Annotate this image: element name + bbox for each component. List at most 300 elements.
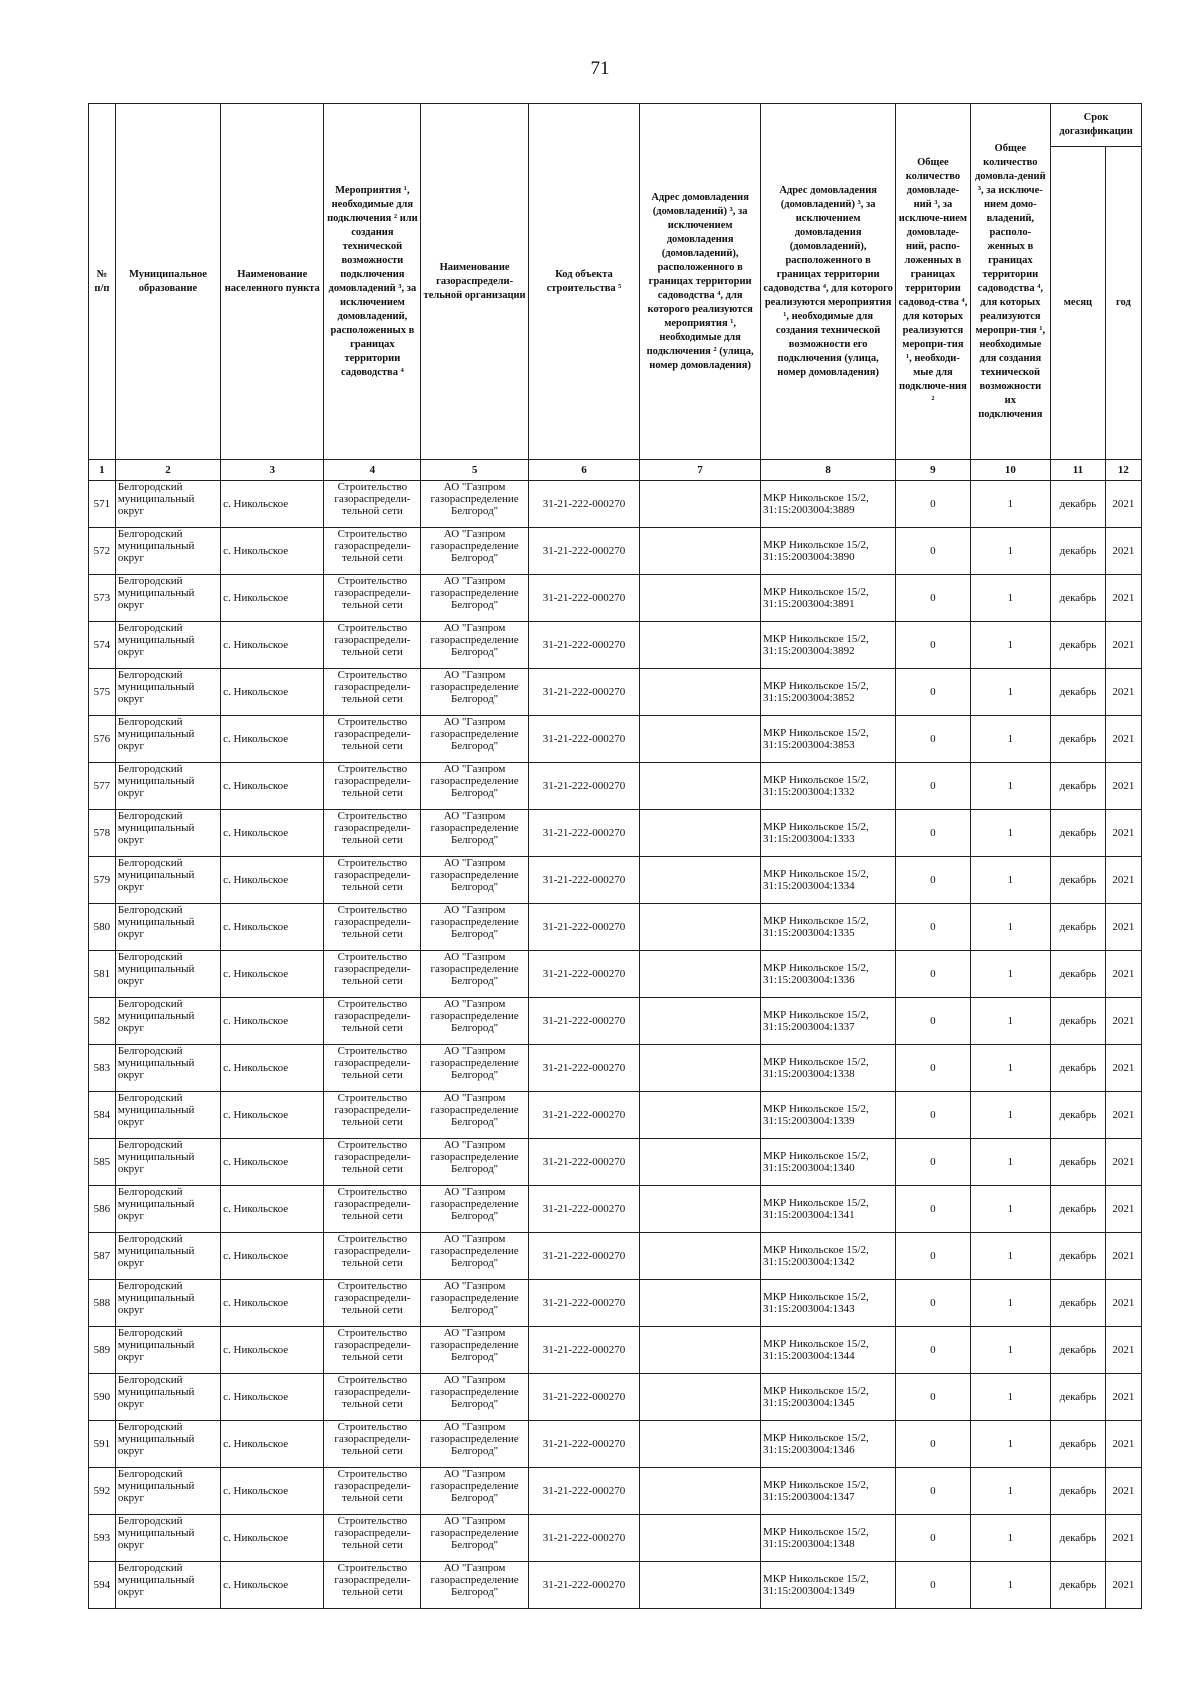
table-row	[89, 575, 1142, 622]
cell-line: тельной сети	[341, 1304, 403, 1316]
measure-cell	[324, 810, 421, 857]
cell-line: муниципальный	[117, 1433, 195, 1445]
month-cell: декабрь	[1051, 763, 1106, 810]
measure-cell	[324, 1327, 421, 1374]
count-connect-cell: 0	[896, 904, 970, 951]
measure-cell	[324, 1562, 421, 1609]
cell-line: АО "Газпром	[443, 1421, 506, 1433]
gas-org-cell	[421, 669, 528, 716]
cell-line: Белгородский	[117, 1045, 183, 1057]
row-number: 584	[89, 1092, 116, 1139]
cell-line: АО "Газпром	[443, 1233, 506, 1245]
cell-line: округ	[117, 975, 145, 987]
cell-line: округ	[117, 1116, 145, 1128]
address-excl-cell	[640, 528, 761, 575]
cell-line: Белгородский	[117, 1233, 183, 1245]
address-street: МКР Никольское 15/2,	[763, 1197, 869, 1209]
cell-line: Строительство	[337, 669, 408, 681]
table-row	[89, 1562, 1142, 1609]
address-excl-cell	[640, 1515, 761, 1562]
cell-line: округ	[117, 552, 145, 564]
table-row	[89, 1374, 1142, 1421]
object-code-cell: 31-21-222-000270	[528, 528, 639, 575]
cell-line: округ	[117, 1398, 145, 1410]
gas-org-cell	[421, 1421, 528, 1468]
year-cell: 2021	[1105, 1045, 1141, 1092]
cell-line: АО "Газпром	[443, 1374, 506, 1386]
year-cell: 2021	[1105, 1280, 1141, 1327]
cell-line: Строительство	[337, 1233, 408, 1245]
address-street: МКР Никольское 15/2,	[763, 1385, 869, 1397]
cell-line: Белгород"	[450, 975, 499, 987]
year-cell: 2021	[1105, 716, 1141, 763]
address-cadastral: 31:15:2003004:3892	[763, 645, 855, 657]
address-cadastral: 31:15:2003004:1349	[763, 1585, 855, 1597]
settlement-cell: с. Никольское	[221, 528, 324, 575]
cell-line: тельной сети	[341, 1398, 403, 1410]
col-number: 6	[528, 460, 639, 481]
header-measures: Мероприятия ¹, необходимые для подключения ² или создания технической возможности подключения домовладений ³, за исключением домовладений, расположенных в границах территории садоводства ⁴	[324, 104, 421, 460]
settlement-cell: с. Никольское	[221, 1045, 324, 1092]
settlement-cell: с. Никольское	[221, 716, 324, 763]
address-cell	[761, 481, 896, 528]
count-connect-cell: 0	[896, 857, 970, 904]
measure-cell	[324, 904, 421, 951]
gas-org-cell	[421, 1327, 528, 1374]
cell-line: газораспределение	[430, 963, 519, 975]
measure-cell	[324, 669, 421, 716]
municipality-cell	[115, 1327, 220, 1374]
measure-cell	[324, 1515, 421, 1562]
measure-cell	[324, 1280, 421, 1327]
gas-org-cell	[421, 763, 528, 810]
settlement-cell: с. Никольское	[221, 481, 324, 528]
cell-line: муниципальный	[117, 1057, 195, 1069]
address-cadastral: 31:15:2003004:1337	[763, 1021, 855, 1033]
cell-line: Белгородский	[117, 1280, 183, 1292]
count-capability-cell: 1	[970, 1045, 1051, 1092]
count-connect-cell: 0	[896, 810, 970, 857]
object-code-cell: 31-21-222-000270	[528, 575, 639, 622]
cell-line: тельной сети	[341, 1445, 403, 1457]
address-cell	[761, 622, 896, 669]
cell-line: АО "Газпром	[443, 528, 506, 540]
address-excl-cell	[640, 1139, 761, 1186]
cell-line: муниципальный	[117, 1386, 195, 1398]
cell-line: газораспределение	[430, 822, 519, 834]
address-cell	[761, 763, 896, 810]
cell-line: АО "Газпром	[443, 669, 506, 681]
settlement-cell: с. Никольское	[221, 1468, 324, 1515]
cell-line: округ	[117, 646, 145, 658]
address-excl-cell	[640, 1233, 761, 1280]
address-street: МКР Никольское 15/2,	[763, 1479, 869, 1491]
address-cell	[761, 951, 896, 998]
cell-line: муниципальный	[117, 1010, 195, 1022]
cell-line: Белгород"	[450, 1398, 499, 1410]
cell-line: Белгород"	[450, 787, 499, 799]
object-code-cell: 31-21-222-000270	[528, 1515, 639, 1562]
measure-cell	[324, 575, 421, 622]
cell-line: Белгород"	[450, 1351, 499, 1363]
address-street: МКР Никольское 15/2,	[763, 1291, 869, 1303]
cell-line: муниципальный	[117, 587, 195, 599]
address-street: МКР Никольское 15/2,	[763, 774, 869, 786]
table-row	[89, 716, 1142, 763]
year-cell: 2021	[1105, 1139, 1141, 1186]
header-settlement: Наименование населенного пункта	[221, 104, 324, 460]
row-number: 574	[89, 622, 116, 669]
cell-line: Строительство	[337, 998, 408, 1010]
cell-line: тельной сети	[341, 1069, 403, 1081]
year-cell: 2021	[1105, 1562, 1141, 1609]
cell-line: муниципальный	[117, 916, 195, 928]
cell-line: Строительство	[337, 904, 408, 916]
address-cell	[761, 716, 896, 763]
cell-line: муниципальный	[117, 963, 195, 975]
cell-line: Белгород"	[450, 1069, 499, 1081]
object-code-cell: 31-21-222-000270	[528, 1327, 639, 1374]
table-row	[89, 1280, 1142, 1327]
cell-line: Строительство	[337, 528, 408, 540]
gasification-table	[88, 103, 1142, 1609]
object-code-cell: 31-21-222-000270	[528, 763, 639, 810]
address-street: МКР Никольское 15/2,	[763, 586, 869, 598]
cell-line: тельной сети	[341, 599, 403, 611]
cell-line: Строительство	[337, 1562, 408, 1574]
count-connect-cell: 0	[896, 1280, 970, 1327]
row-number: 582	[89, 998, 116, 1045]
cell-line: АО "Газпром	[443, 1327, 506, 1339]
cell-line: Строительство	[337, 1374, 408, 1386]
address-cell	[761, 810, 896, 857]
measure-cell	[324, 716, 421, 763]
object-code-cell: 31-21-222-000270	[528, 951, 639, 998]
address-cell	[761, 904, 896, 951]
address-cadastral: 31:15:2003004:1347	[763, 1491, 855, 1503]
settlement-cell: с. Никольское	[221, 763, 324, 810]
cell-line: Белгородский	[117, 763, 183, 775]
cell-line: газораспредели-	[334, 1574, 411, 1586]
cell-line: Белгородский	[117, 528, 183, 540]
header-address-excl: Адрес домовладения (домовладений) ³, за исключением домовладения (домовладений), расположенного в границах территории садоводства ⁴, для которого реализуются мероприятия ¹, необходимые для подключения ² (улица, номер домовладения)	[640, 104, 761, 460]
cell-line: газораспредели-	[334, 1245, 411, 1257]
cell-line: округ	[117, 599, 145, 611]
settlement-cell: с. Никольское	[221, 904, 324, 951]
cell-line: Белгород"	[450, 552, 499, 564]
cell-line: муниципальный	[117, 775, 195, 787]
gas-org-cell	[421, 1562, 528, 1609]
address-excl-cell	[640, 1092, 761, 1139]
count-connect-cell: 0	[896, 716, 970, 763]
settlement-cell: с. Никольское	[221, 1515, 324, 1562]
address-cell	[761, 1327, 896, 1374]
cell-line: округ	[117, 1163, 145, 1175]
cell-line: Белгород"	[450, 1492, 499, 1504]
address-cell	[761, 528, 896, 575]
cell-line: газораспредели-	[334, 822, 411, 834]
year-cell: 2021	[1105, 998, 1141, 1045]
cell-line: округ	[117, 1445, 145, 1457]
address-cell	[761, 1280, 896, 1327]
cell-line: газораспределение	[430, 775, 519, 787]
cell-line: газораспредели-	[334, 1198, 411, 1210]
cell-line: Белгородский	[117, 716, 183, 728]
address-street: МКР Никольское 15/2,	[763, 1573, 869, 1585]
cell-line: газораспределение	[430, 869, 519, 881]
cell-line: АО "Газпром	[443, 810, 506, 822]
measure-cell	[324, 998, 421, 1045]
table-row	[89, 1045, 1142, 1092]
cell-line: АО "Газпром	[443, 1092, 506, 1104]
address-street: МКР Никольское 15/2,	[763, 1150, 869, 1162]
year-cell: 2021	[1105, 622, 1141, 669]
settlement-cell: с. Никольское	[221, 1562, 324, 1609]
cell-line: газораспредели-	[334, 634, 411, 646]
address-cell	[761, 1139, 896, 1186]
year-cell: 2021	[1105, 810, 1141, 857]
count-capability-cell: 1	[970, 857, 1051, 904]
address-street: МКР Никольское 15/2,	[763, 680, 869, 692]
address-excl-cell	[640, 763, 761, 810]
cell-line: газораспредели-	[334, 1386, 411, 1398]
cell-line: газораспределение	[430, 1151, 519, 1163]
cell-line: Белгородский	[117, 1374, 183, 1386]
header-municipality: Муниципальное образование	[115, 104, 220, 460]
table-row	[89, 763, 1142, 810]
measure-cell	[324, 1186, 421, 1233]
measure-cell	[324, 1045, 421, 1092]
measure-cell	[324, 763, 421, 810]
col-number: 9	[896, 460, 970, 481]
cell-line: муниципальный	[117, 1480, 195, 1492]
address-cadastral: 31:15:2003004:1334	[763, 880, 855, 892]
cell-line: тельной сети	[341, 505, 403, 517]
measure-cell	[324, 481, 421, 528]
address-excl-cell	[640, 716, 761, 763]
row-number: 591	[89, 1421, 116, 1468]
cell-line: округ	[117, 834, 145, 846]
cell-line: Белгородский	[117, 998, 183, 1010]
cell-line: Строительство	[337, 951, 408, 963]
cell-line: Белгород"	[450, 1304, 499, 1316]
row-number: 593	[89, 1515, 116, 1562]
address-excl-cell	[640, 810, 761, 857]
object-code-cell: 31-21-222-000270	[528, 669, 639, 716]
month-cell: декабрь	[1051, 1280, 1106, 1327]
address-excl-cell	[640, 951, 761, 998]
gas-org-cell	[421, 481, 528, 528]
gas-org-cell	[421, 951, 528, 998]
address-cadastral: 31:15:2003004:3890	[763, 551, 855, 563]
cell-line: газораспределение	[430, 1057, 519, 1069]
cell-line: округ	[117, 1304, 145, 1316]
cell-line: Белгород"	[450, 1163, 499, 1175]
cell-line: муниципальный	[117, 1245, 195, 1257]
row-number: 576	[89, 716, 116, 763]
col-number: 1	[89, 460, 116, 481]
cell-line: муниципальный	[117, 1198, 195, 1210]
cell-line: газораспределение	[430, 728, 519, 740]
month-cell: декабрь	[1051, 622, 1106, 669]
municipality-cell	[115, 763, 220, 810]
object-code-cell: 31-21-222-000270	[528, 716, 639, 763]
object-code-cell: 31-21-222-000270	[528, 1092, 639, 1139]
table-row	[89, 1468, 1142, 1515]
count-capability-cell: 1	[970, 1233, 1051, 1280]
cell-line: АО "Газпром	[443, 716, 506, 728]
count-connect-cell: 0	[896, 1421, 970, 1468]
cell-line: муниципальный	[117, 822, 195, 834]
cell-line: Строительство	[337, 763, 408, 775]
address-cadastral: 31:15:2003004:3891	[763, 598, 855, 610]
settlement-cell: с. Никольское	[221, 1186, 324, 1233]
object-code-cell: 31-21-222-000270	[528, 1374, 639, 1421]
cell-line: АО "Газпром	[443, 575, 506, 587]
gas-org-cell	[421, 1374, 528, 1421]
count-connect-cell: 0	[896, 763, 970, 810]
cell-line: муниципальный	[117, 869, 195, 881]
count-connect-cell: 0	[896, 528, 970, 575]
year-cell: 2021	[1105, 528, 1141, 575]
cell-line: муниципальный	[117, 1527, 195, 1539]
month-cell: декабрь	[1051, 1515, 1106, 1562]
municipality-cell	[115, 904, 220, 951]
count-connect-cell: 0	[896, 669, 970, 716]
address-cell	[761, 1421, 896, 1468]
col-number: 2	[115, 460, 220, 481]
cell-line: АО "Газпром	[443, 622, 506, 634]
measure-cell	[324, 1374, 421, 1421]
count-capability-cell: 1	[970, 1139, 1051, 1186]
cell-line: АО "Газпром	[443, 951, 506, 963]
measure-cell	[324, 951, 421, 998]
cell-line: Строительство	[337, 857, 408, 869]
cell-line: округ	[117, 787, 145, 799]
month-cell: декабрь	[1051, 1421, 1106, 1468]
cell-line: газораспределение	[430, 1010, 519, 1022]
municipality-cell	[115, 1374, 220, 1421]
row-number: 578	[89, 810, 116, 857]
row-number: 588	[89, 1280, 116, 1327]
cell-line: газораспределение	[430, 1339, 519, 1351]
header-gas-org: Наименование газораспредели-тельной организации	[421, 104, 528, 460]
col-number: 4	[324, 460, 421, 481]
address-street: МКР Никольское 15/2,	[763, 1338, 869, 1350]
measure-cell	[324, 1139, 421, 1186]
cell-line: Белгород"	[450, 1539, 499, 1551]
cell-line: Строительство	[337, 1515, 408, 1527]
gas-org-cell	[421, 1280, 528, 1327]
cell-line: тельной сети	[341, 740, 403, 752]
address-excl-cell	[640, 622, 761, 669]
address-cell	[761, 857, 896, 904]
row-number: 581	[89, 951, 116, 998]
month-cell: декабрь	[1051, 1045, 1106, 1092]
month-cell: декабрь	[1051, 669, 1106, 716]
cell-line: муниципальный	[117, 681, 195, 693]
count-connect-cell: 0	[896, 1562, 970, 1609]
cell-line: газораспределение	[430, 1386, 519, 1398]
cell-line: тельной сети	[341, 1586, 403, 1598]
cell-line: газораспредели-	[334, 1104, 411, 1116]
address-cell	[761, 1186, 896, 1233]
month-cell: декабрь	[1051, 998, 1106, 1045]
address-excl-cell	[640, 998, 761, 1045]
cell-line: Белгород"	[450, 1210, 499, 1222]
cell-line: округ	[117, 505, 145, 517]
address-street: МКР Никольское 15/2,	[763, 868, 869, 880]
address-cadastral: 31:15:2003004:1342	[763, 1256, 855, 1268]
cell-line: газораспредели-	[334, 681, 411, 693]
cell-line: тельной сети	[341, 552, 403, 564]
count-capability-cell: 1	[970, 951, 1051, 998]
cell-line: Строительство	[337, 1186, 408, 1198]
address-cell	[761, 575, 896, 622]
address-excl-cell	[640, 1327, 761, 1374]
count-connect-cell: 0	[896, 1092, 970, 1139]
count-capability-cell: 1	[970, 1374, 1051, 1421]
settlement-cell: с. Никольское	[221, 998, 324, 1045]
year-cell: 2021	[1105, 1186, 1141, 1233]
year-cell: 2021	[1105, 1092, 1141, 1139]
row-number: 575	[89, 669, 116, 716]
col-number: 10	[970, 460, 1051, 481]
cell-line: АО "Газпром	[443, 904, 506, 916]
municipality-cell	[115, 810, 220, 857]
gas-org-cell	[421, 622, 528, 669]
cell-line: АО "Газпром	[443, 1562, 506, 1574]
table-row	[89, 1327, 1142, 1374]
cell-line: муниципальный	[117, 1339, 195, 1351]
cell-line: тельной сети	[341, 646, 403, 658]
settlement-cell: с. Никольское	[221, 575, 324, 622]
address-cadastral: 31:15:2003004:1346	[763, 1444, 855, 1456]
table-row	[89, 1092, 1142, 1139]
column-number-row	[89, 460, 1142, 481]
municipality-cell	[115, 1280, 220, 1327]
address-street: МКР Никольское 15/2,	[763, 1056, 869, 1068]
municipality-cell	[115, 1562, 220, 1609]
municipality-cell	[115, 1186, 220, 1233]
count-capability-cell: 1	[970, 716, 1051, 763]
cell-line: АО "Газпром	[443, 1045, 506, 1057]
table-row	[89, 1139, 1142, 1186]
cell-line: округ	[117, 1069, 145, 1081]
municipality-cell	[115, 1092, 220, 1139]
month-cell: декабрь	[1051, 716, 1106, 763]
object-code-cell: 31-21-222-000270	[528, 1421, 639, 1468]
year-cell: 2021	[1105, 1421, 1141, 1468]
count-capability-cell: 1	[970, 1421, 1051, 1468]
month-cell: декабрь	[1051, 904, 1106, 951]
cell-line: Строительство	[337, 1421, 408, 1433]
address-excl-cell	[640, 669, 761, 716]
address-cadastral: 31:15:2003004:1348	[763, 1538, 855, 1550]
cell-line: Белгородский	[117, 1421, 183, 1433]
cell-line: газораспределение	[430, 681, 519, 693]
table-row	[89, 998, 1142, 1045]
cell-line: Строительство	[337, 810, 408, 822]
address-street: МКР Никольское 15/2,	[763, 915, 869, 927]
address-cell	[761, 1468, 896, 1515]
gas-org-cell	[421, 1045, 528, 1092]
address-cadastral: 31:15:2003004:1333	[763, 833, 855, 845]
row-number: 592	[89, 1468, 116, 1515]
address-cadastral: 31:15:2003004:1345	[763, 1397, 855, 1409]
cell-line: Строительство	[337, 716, 408, 728]
address-cadastral: 31:15:2003004:1335	[763, 927, 855, 939]
